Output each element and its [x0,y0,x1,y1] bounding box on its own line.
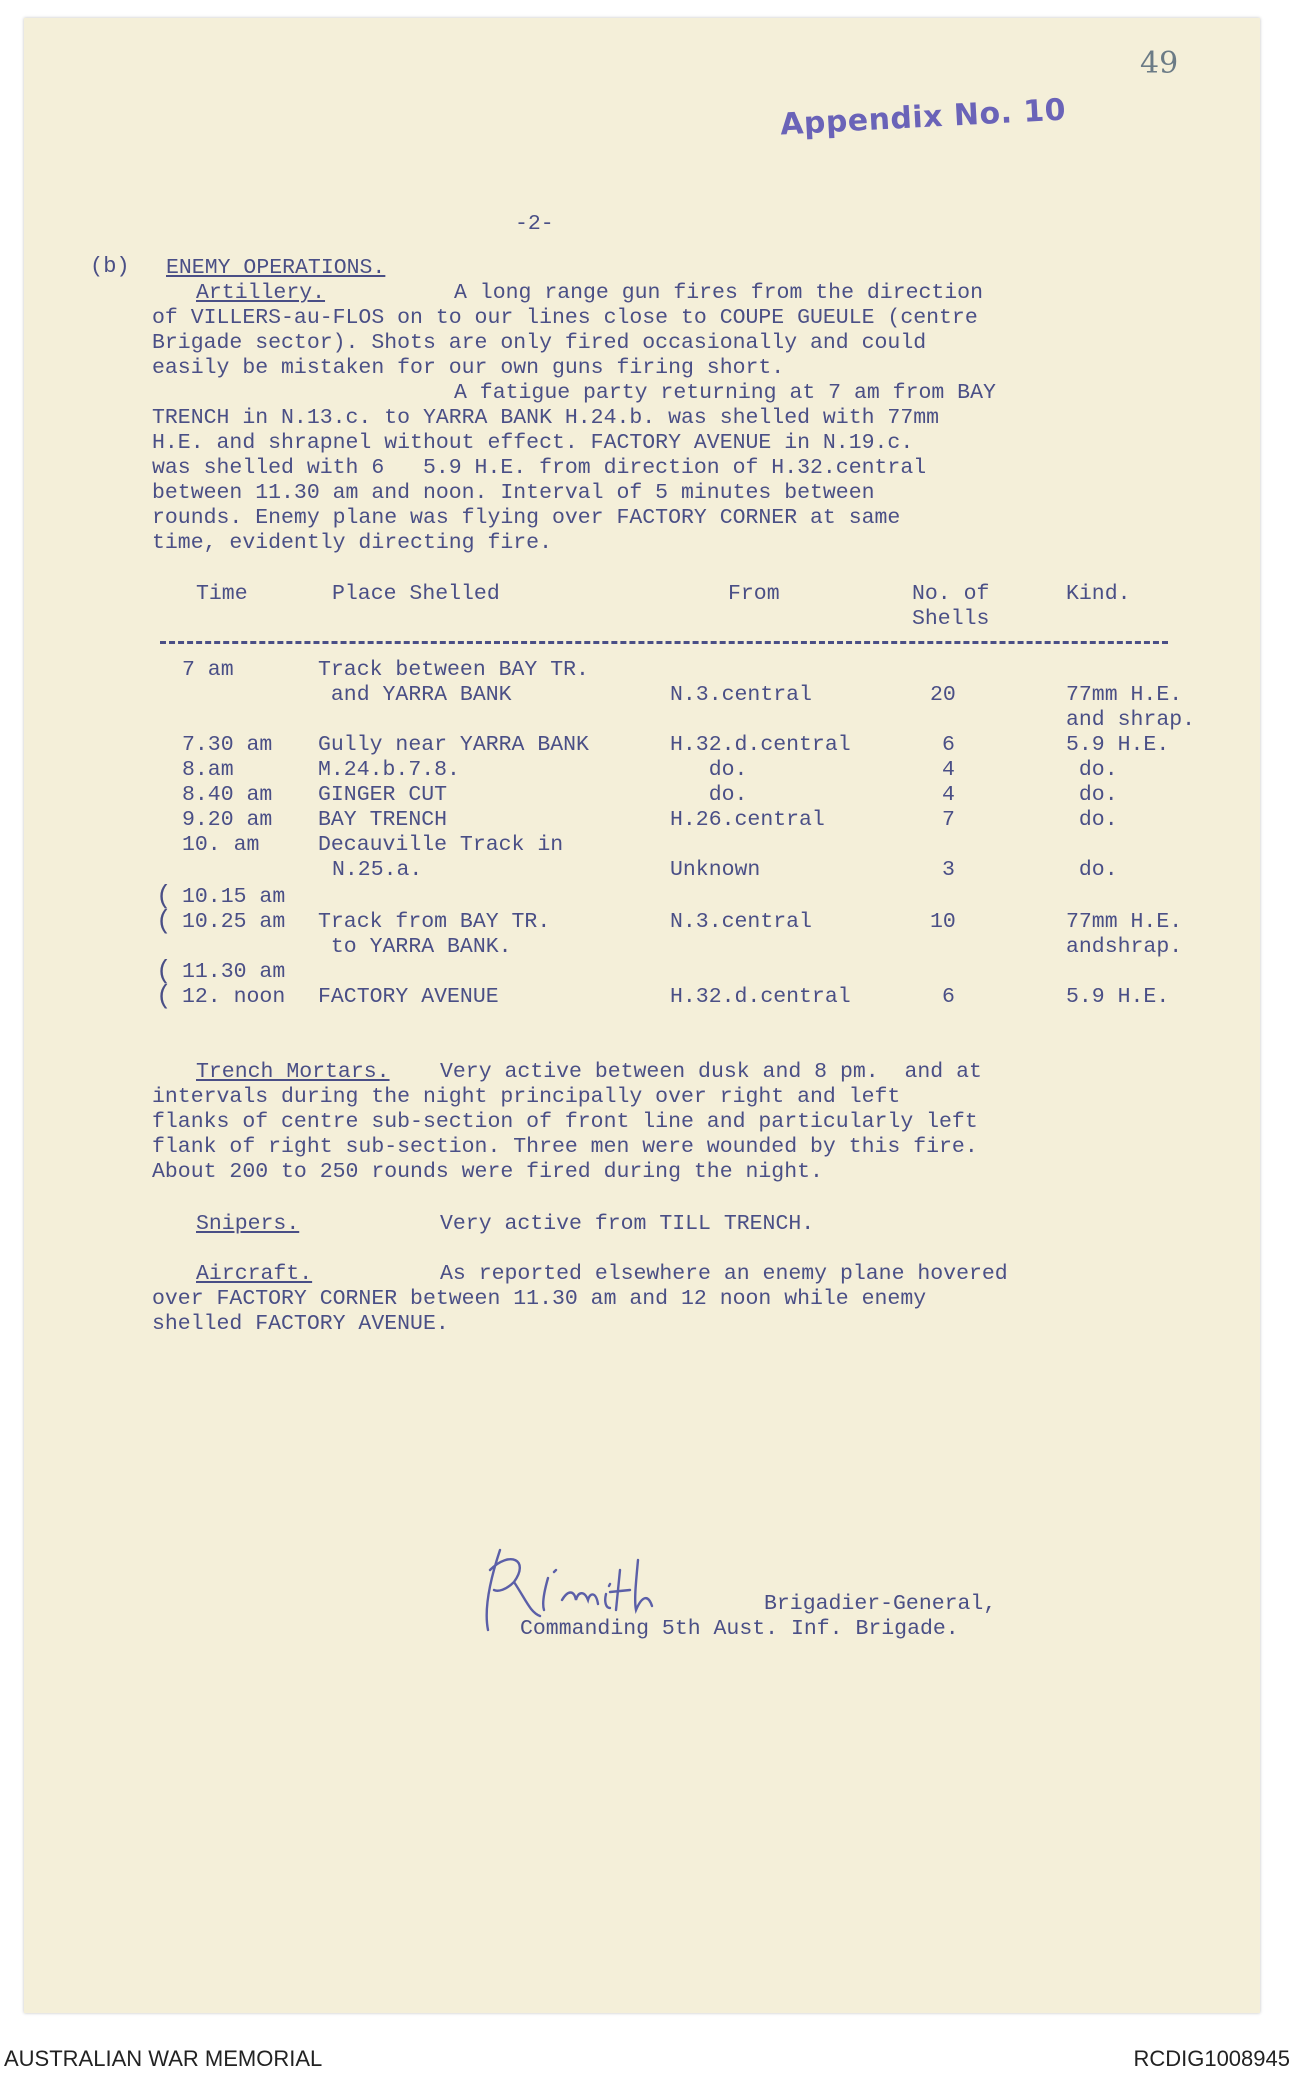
artillery-line: between 11.30 am and noon. Interval of 5 minutes between [152,481,875,505]
brace-mark: ( [156,981,172,1011]
table-row [0,858,1236,884]
cell-shells: 20 [930,683,956,707]
cell-from: do. [670,758,748,782]
section-title: ENEMY OPERATIONS. [166,256,386,280]
artillery-heading: Artillery. [196,281,326,305]
folio-number: 49 [1140,46,1179,81]
cell-time: 8.am [182,758,234,782]
cell-place: Track from BAY TR. [318,910,551,934]
aircraft-heading: Aircraft. [196,1262,313,1286]
table-row [0,881,1236,911]
snipers-text: Very active from TILL TRENCH. [440,1212,815,1236]
cell-place: Decauville Track in [318,833,564,857]
cell-time: 10. am [182,833,260,857]
cell-kind: 5.9 H.E. [1066,733,1170,757]
cell-place: and YARRA BANK [318,683,512,707]
cell-place: Gully near YARRA BANK [318,733,589,757]
signatory-rank: Brigadier-General, [764,1592,997,1616]
cell-shells: 4 [942,783,955,807]
section-mark: (b) [90,254,130,279]
artillery-line: easily be mistaken for our own guns firing short. [152,356,785,380]
cell-time: 8.40 am [182,783,273,807]
cell-time: 9.20 am [182,808,273,832]
cell-place: GINGER CUT [318,783,448,807]
aircraft-line: As reported elsewhere an enemy plane hovered [440,1262,1008,1286]
table-divider [160,641,1168,644]
cell-from: do. [670,783,748,807]
col-header-shells: Shells [912,607,990,631]
artillery-line: A fatigue party returning at 7 am from BAY [454,381,996,405]
artillery-line: time, evidently directing fire. [152,531,552,555]
cell-kind: do. [1066,808,1118,832]
cell-place: BAY TRENCH [318,808,448,832]
table-row [0,658,1236,684]
table-row [0,733,1236,759]
artillery-line: was shelled with 6 5.9 H.E. from direction of H.32.central [152,456,927,480]
brace-mark: ( [156,956,172,986]
cell-kind: 5.9 H.E. [1066,985,1170,1009]
trench-mortars-line: flank of right sub-section. Three men were wounded by this fire. [152,1135,978,1159]
table-row [0,956,1236,986]
cell-shells: 10 [930,910,956,934]
cell-from: H.26.central [670,808,825,832]
cell-from: N.3.central [670,910,812,934]
footer-id: RCDIG1008945 [1133,2046,1290,2071]
cell-place: M.24.b.7.8. [318,758,460,782]
cell-kind: do. [1066,858,1118,882]
cell-place: N.25.a. [332,858,423,882]
cell-kind: and shrap. [1066,708,1196,732]
cell-shells: 6 [942,733,955,757]
cell-kind: andshrap. [1066,935,1183,959]
aircraft-line: over FACTORY CORNER between 11.30 am and 12 noon while enemy [152,1287,927,1311]
cell-from: Unknown [670,858,761,882]
cell-from: H.32.d.central [670,733,851,757]
table-row [0,833,1236,859]
col-header-time: Time [196,582,248,606]
page-number: -2- [515,212,554,236]
col-header-kind: Kind. [1066,582,1131,606]
trench-mortars-line: Very active between dusk and 8 pm. and at [440,1060,982,1084]
table-row [0,935,1236,961]
footer-archive: AUSTRALIAN WAR MEMORIAL [4,2046,323,2071]
cell-kind: 77mm H.E. [1066,910,1183,934]
cell-time: 7 am [182,658,234,682]
cell-time: 11.30 am [182,960,286,984]
cell-shells: 4 [942,758,955,782]
cell-place: Track between BAY TR. [318,658,589,682]
cell-time: 10.15 am [182,885,286,909]
artillery-line: H.E. and shrapnel without effect. FACTORY AVENUE in N.19.c. [152,431,914,455]
cell-kind: do. [1066,783,1118,807]
cell-from: H.32.d.central [670,985,851,1009]
artillery-line: Brigade sector). Shots are only fired occasionally and could [152,331,927,355]
brace-mark: ( [156,906,172,936]
cell-shells: 7 [942,808,955,832]
cell-time: 7.30 am [182,733,273,757]
cell-place: FACTORY AVENUE [318,985,499,1009]
cell-time: 12. noon [182,985,286,1009]
table-row [0,981,1236,1011]
trench-mortars-line: About 200 to 250 rounds were fired during the night. [152,1160,823,1184]
aircraft-line: shelled FACTORY AVENUE. [152,1312,449,1336]
snipers-heading: Snipers. [196,1212,300,1236]
artillery-line: TRENCH in N.13.c. to YARRA BANK H.24.b. was shelled with 77mm [152,406,940,430]
cell-from: N.3.central [670,683,812,707]
brace-mark: ( [156,881,172,911]
cell-place: to YARRA BANK. [318,935,512,959]
trench-mortars-line: intervals during the night principally over right and left [152,1085,901,1109]
trench-mortars-heading: Trench Mortars. [196,1060,390,1084]
signatory-command: Commanding 5th Aust. Inf. Brigade. [520,1617,959,1641]
cell-kind: 77mm H.E. [1066,683,1183,707]
table-row [0,683,1236,709]
table-row [0,708,1236,734]
table-row [0,808,1236,834]
table-row [0,783,1236,809]
col-header-shells: No. of [912,582,990,606]
cell-time: 10.25 am [182,910,286,934]
artillery-line: rounds. Enemy plane was flying over FACTORY CORNER at same [152,506,901,530]
col-header-from: From [728,582,780,606]
cell-shells: 6 [942,985,955,1009]
cell-shells: 3 [942,858,955,882]
table-row [0,906,1236,936]
trench-mortars-line: flanks of centre sub-section of front line and particularly left [152,1110,978,1134]
artillery-line: A long range gun fires from the direction [454,281,983,305]
table-row [0,758,1236,784]
artillery-line: of VILLERS-au-FLOS on to our lines close to COUPE GUEULE (centre [152,306,978,330]
col-header-place: Place Shelled [332,582,500,606]
appendix-stamp: Appendix No. 10 [779,92,1067,143]
cell-kind: do. [1066,758,1118,782]
